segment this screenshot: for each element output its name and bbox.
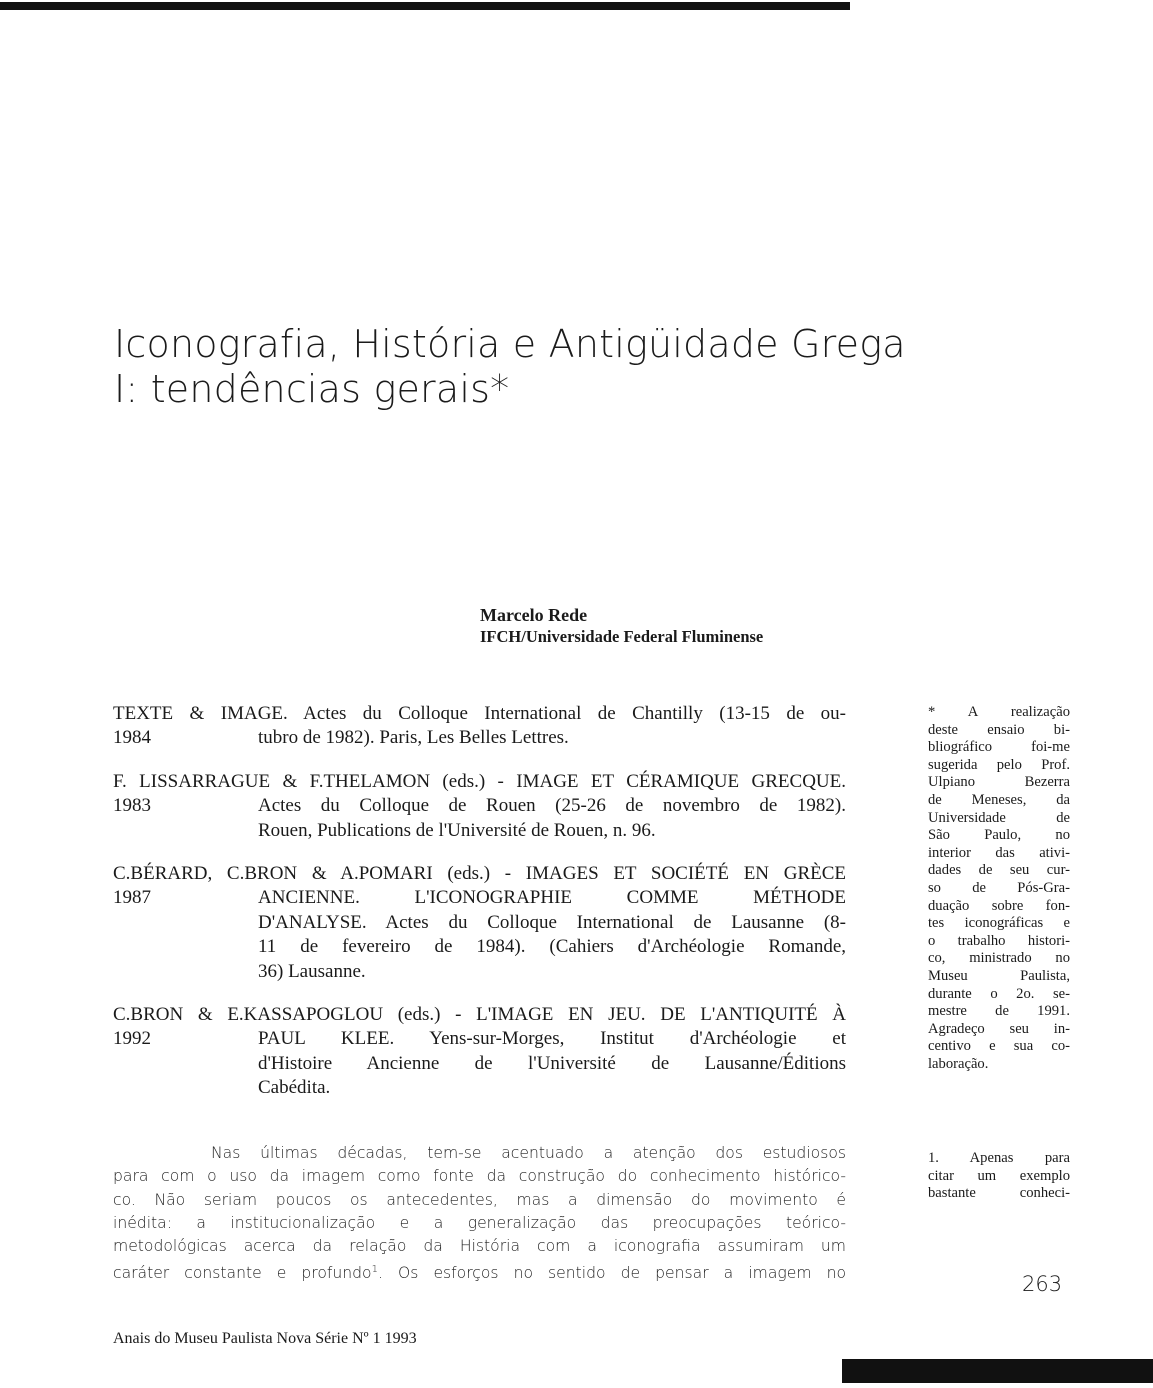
title-line-2: I: tendências gerais* [114,367,510,411]
sidenote-line: interior das ativi- [928,844,1070,861]
reference-line: Rouen, Publications de l'Université de Rouen, n. 96. [258,819,656,841]
reference-item [113,862,846,984]
sidenote-line: o trabalho histori- [928,932,1070,949]
reference-list [113,702,846,1120]
reference-line: Cabédita. [258,1077,331,1099]
sidenote-line: Museu Paulista, [928,967,1070,984]
sidenote-line: de Meneses, da [928,791,1070,808]
body-line: Nas últimas décadas, tem-se acentuado a atenção dos estudiosos [211,1144,846,1162]
reference-line: ANCIENNE. L'ICONOGRAPHIE COMME MÉTHODE [258,887,846,909]
reference-line: tubro de 1982). Paris, Les Belles Lettres. [258,727,569,749]
reference-line: 11 de fevereiro de 1984). (Cahiers d'Archéologie Romande, [258,936,846,958]
journal-footer: Anais do Museu Paulista Nova Série Nº 1 1993 [113,1330,417,1347]
sidenote-line: tes iconográficas e [928,915,1070,932]
sidenote-line: bliográfico foi-me [928,739,1070,756]
reference-line: D'ANALYSE. Actes du Colloque International de Lausanne (8- [258,911,846,933]
body-line: co. Não seriam poucos os antecedentes, mas a dimensão do movimento é [113,1190,846,1209]
body-line: inédita: a institucionalização e a generalização das preocupações teórico- [113,1213,846,1232]
sidenote-line: Agradeço seu in- [928,1020,1070,1037]
author-name: Marcelo Rede [480,605,588,625]
reference-head: F. LISSARRAGUE & F.THELAMON (eds.) - IMAGE ET CÉRAMIQUE GRECQUE. [113,770,846,792]
sidenote-line: sugerida pelo Prof. [928,756,1070,773]
body-text: . Os esforços no sentido de pensar a imagem no [377,1264,847,1283]
sidenote-line: laboração. [928,1055,989,1072]
sidenote-line: Universidade de [928,809,1070,826]
sidenote-line: so de Pós-Gra- [928,879,1070,896]
author-block [480,604,763,648]
sidenote-line: centivo e sua co- [928,1038,1070,1055]
footnote-ref-1[interactable]: 1 [371,1264,378,1276]
sidenote-line: bastante conheci- [928,1185,1070,1202]
author-affiliation: IFCH/Universidade Federal Fluminense [480,627,764,646]
reference-item [113,770,846,843]
reference-head: C.BRON & E.KASSAPOGLOU (eds.) - L'IMAGE EN JEU. DE L'ANTIQUITÉ À [113,1004,846,1026]
reference-year: 1984 [113,727,151,749]
article-title [114,322,906,412]
reference-line: d'Histoire Ancienne de l'Université de Lausanne/Éditions [258,1052,846,1074]
reference-year: 1983 [113,795,151,817]
reference-item [113,1003,846,1101]
body-paragraph [113,1142,846,1286]
sidenote-line: co, ministrado no [928,950,1070,967]
sidenote-line: duação sobre fon- [928,897,1070,914]
sidenote-line: * A realização [928,704,1070,720]
reference-line: 36) Lausanne. [258,960,366,982]
reference-line: Actes du Colloque de Rouen (25-26 de novembro de 1982). [258,795,846,817]
sidenote-line: dades de seu cur- [928,862,1070,879]
body-text: caráter constante e profundo [113,1264,372,1283]
sidenote-star [928,704,1070,1073]
sidenote-line: 1. Apenas para [928,1150,1070,1166]
bottom-rule [842,1359,1153,1383]
title-line-1: Iconografia, História e Antigüidade Grega [114,322,906,366]
top-rule [0,2,850,10]
sidenote-line: durante o 2o. se- [928,985,1070,1002]
reference-head: C.BÉRARD, C.BRON & A.POMARI (eds.) - IMAGES ET SOCIÉTÉ EN GRÈCE [113,863,846,885]
reference-year: 1992 [113,1028,151,1050]
sidenote-line: Ulpiano Bezerra [928,774,1070,791]
reference-head: TEXTE & IMAGE. Actes du Colloque International de Chantilly (13-15 de ou- [113,703,846,724]
body-line [113,1258,846,1285]
reference-line: PAUL KLEE. Yens-sur-Morges, Institut d'Archéologie et [258,1028,846,1050]
reference-item [113,702,846,751]
body-line: metodológicas acerca da relação da História com a iconografia assumiram um [113,1237,846,1256]
page-number: 263 [1022,1272,1063,1296]
sidenote-line: mestre de 1991. [928,1003,1070,1020]
sidenote-line: citar um exemplo [928,1167,1070,1184]
sidenote-line: São Paulo, no [928,827,1070,844]
sidenote-line: deste ensaio bi- [928,721,1070,738]
body-line: para com o uso da imagem como fonte da construção do conhecimento histórico- [113,1167,846,1186]
reference-year: 1987 [113,887,151,909]
sidenote-1 [928,1150,1070,1203]
